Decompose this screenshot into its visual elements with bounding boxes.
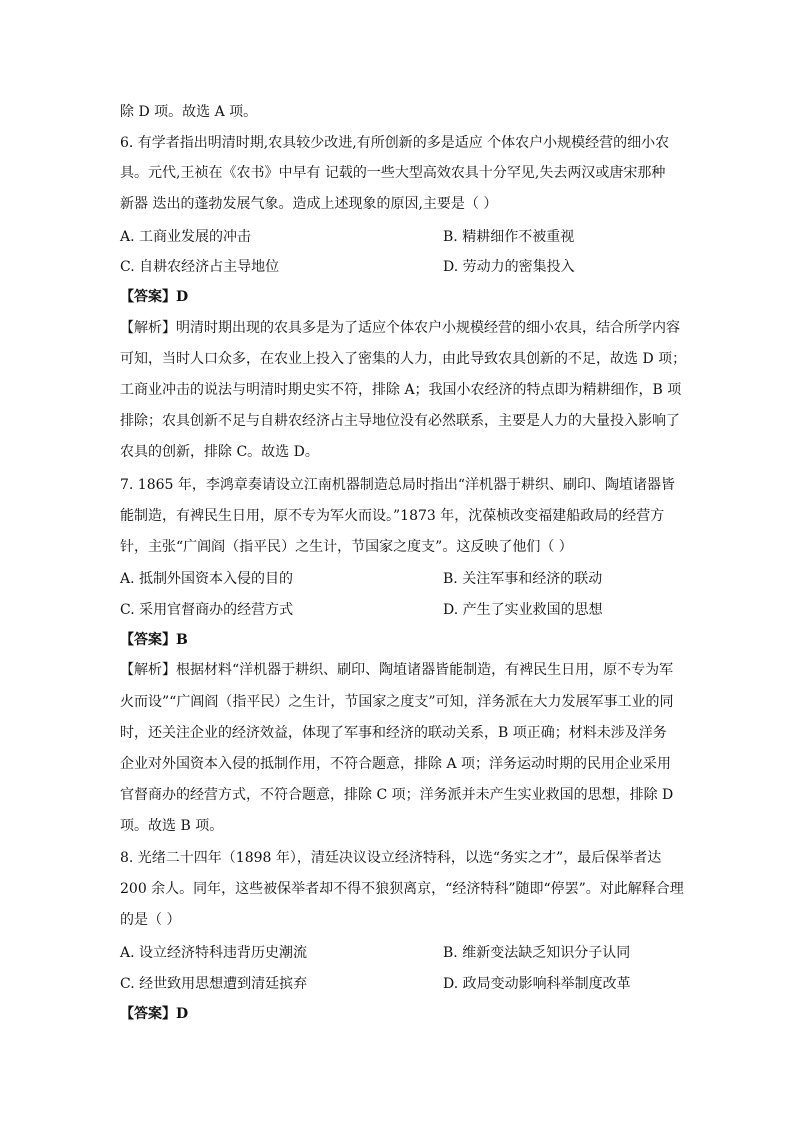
question-7-option-d: D. 产生了实业救国的思想 — [443, 602, 603, 618]
question-7-option-c: C. 采用官督商办的经营方式 — [120, 602, 294, 618]
question-7-stem-line-3: 针，主张“广阊阎（指平民）之生计，节国家之度支”。这反映了他们（ ） — [120, 539, 573, 555]
question-7-explanation-line-2: 火而设”“广阊阎（指平民）之生计，节国家之度支”可知，洋务派在大力发展军事工业的同 — [120, 694, 674, 710]
question-7-option-b: B. 关注军事和经济的联动 — [443, 571, 603, 587]
question-6-option-a: A. 工商业发展的冲击 — [120, 229, 252, 245]
text-line: 除 D 项。故选 A 项。 — [120, 104, 258, 120]
question-7-explanation-line-5: 官督商办的经营方式，不符合题意，排除 C 项；洋务派并未产生实业救国的思想，排除 D — [120, 787, 674, 803]
question-6-explanation-line-5: 农具的创新，排除 C。故选 D。 — [120, 444, 319, 460]
question-6-explanation-line-3: 工商业冲击的说法与明清时期史实不符，排除 A；我国小农经济的特点即为精耕细作，B 项 — [120, 382, 682, 398]
question-6-stem-line-1: 6. 有学者指出明清时期,农具较少改进,有所创新的多是适应 个体农户小规模经营的细小农 — [120, 135, 670, 151]
question-6-option-b: B. 精耕细作不被重视 — [443, 229, 575, 245]
question-6-explanation-line-2: 可知，当时人口众多，在农业上投入了密集的人力，由此导致农具创新的不足，故选 D 项； — [120, 351, 687, 367]
question-8-option-d: D. 政局变动影响科举制度改革 — [443, 976, 631, 992]
question-6-explanation-line-4: 排除；农具创新不足与自耕农经济占主导地位没有必然联系，主要是人力的大量投入影响了 — [120, 413, 680, 429]
question-7-answer: 【答案】B — [120, 632, 188, 648]
question-7-option-a: A. 抵制外国资本入侵的目的 — [120, 571, 294, 587]
question-7-explanation-line-6: 项。故选 B 项。 — [120, 818, 224, 834]
question-8-option-a: A. 设立经济特科违背历史潮流 — [120, 945, 308, 961]
question-7-explanation-line-3: 时，还关注企业的经济效益，体现了军事和经济的联动关系，B 项正确；材料未涉及洋务 — [120, 725, 667, 741]
question-8-answer: 【答案】D — [120, 1006, 189, 1022]
question-8-stem-line-1: 8. 光绪二十四年（1898 年），清廷决议设立经济特科，以选“务实之才”，最后保举者达 — [120, 850, 662, 866]
question-8-stem-line-3: 的是（ ） — [120, 912, 181, 928]
question-8-stem-line-2: 200 余人。同年，这些被保举者却不得不狼狈离京，“经济特科”随即“停罢”。对此解释合理 — [120, 881, 684, 897]
question-6-stem-line-2: 具。元代,王祯在《农书》中早有 记载的一些大型高效农具十分罕见,失去两汉或唐宋那种 — [120, 165, 666, 181]
question-8-option-b: B. 维新变法缺乏知识分子认同 — [443, 945, 631, 961]
question-7-explanation-line-4: 企业对外国资本入侵的抵制作用，不符合题意，排除 A 项；洋务运动时期的民用企业采用 — [120, 756, 672, 772]
question-7-stem-line-1: 7. 1865 年，李鸿章奏请设立江南机器制造总局时指出“洋机器于耕织、刷印、陶埴诸器皆 — [120, 477, 676, 493]
question-7-stem-line-2: 能制造，有裨民生日用，原不专为军火而设。”1873 年，沈葆桢改变福建船政局的经营方 — [120, 508, 665, 524]
question-6-option-d: D. 劳动力的密集投入 — [443, 259, 575, 275]
question-7-explanation-line-1: 【解析】根据材料“洋机器于耕织、刷印、陶埴诸器皆能制造，有裨民生日用，原不专为军 — [120, 662, 674, 678]
question-6-option-c: C. 自耕农经济占主导地位 — [120, 259, 280, 275]
question-8-option-c: C. 经世致用思想遭到清廷摈弃 — [120, 976, 308, 992]
question-6-answer: 【答案】D — [120, 289, 189, 305]
question-6-explanation-line-1: 【解析】明清时期出现的农具多是为了适应个体农户小规模经营的细小农具，结合所学内容 — [120, 320, 680, 336]
question-6-stem-line-3: 新器 迭出的蓬勃发展气象。造成上述现象的原因,主要是（ ） — [120, 196, 498, 212]
